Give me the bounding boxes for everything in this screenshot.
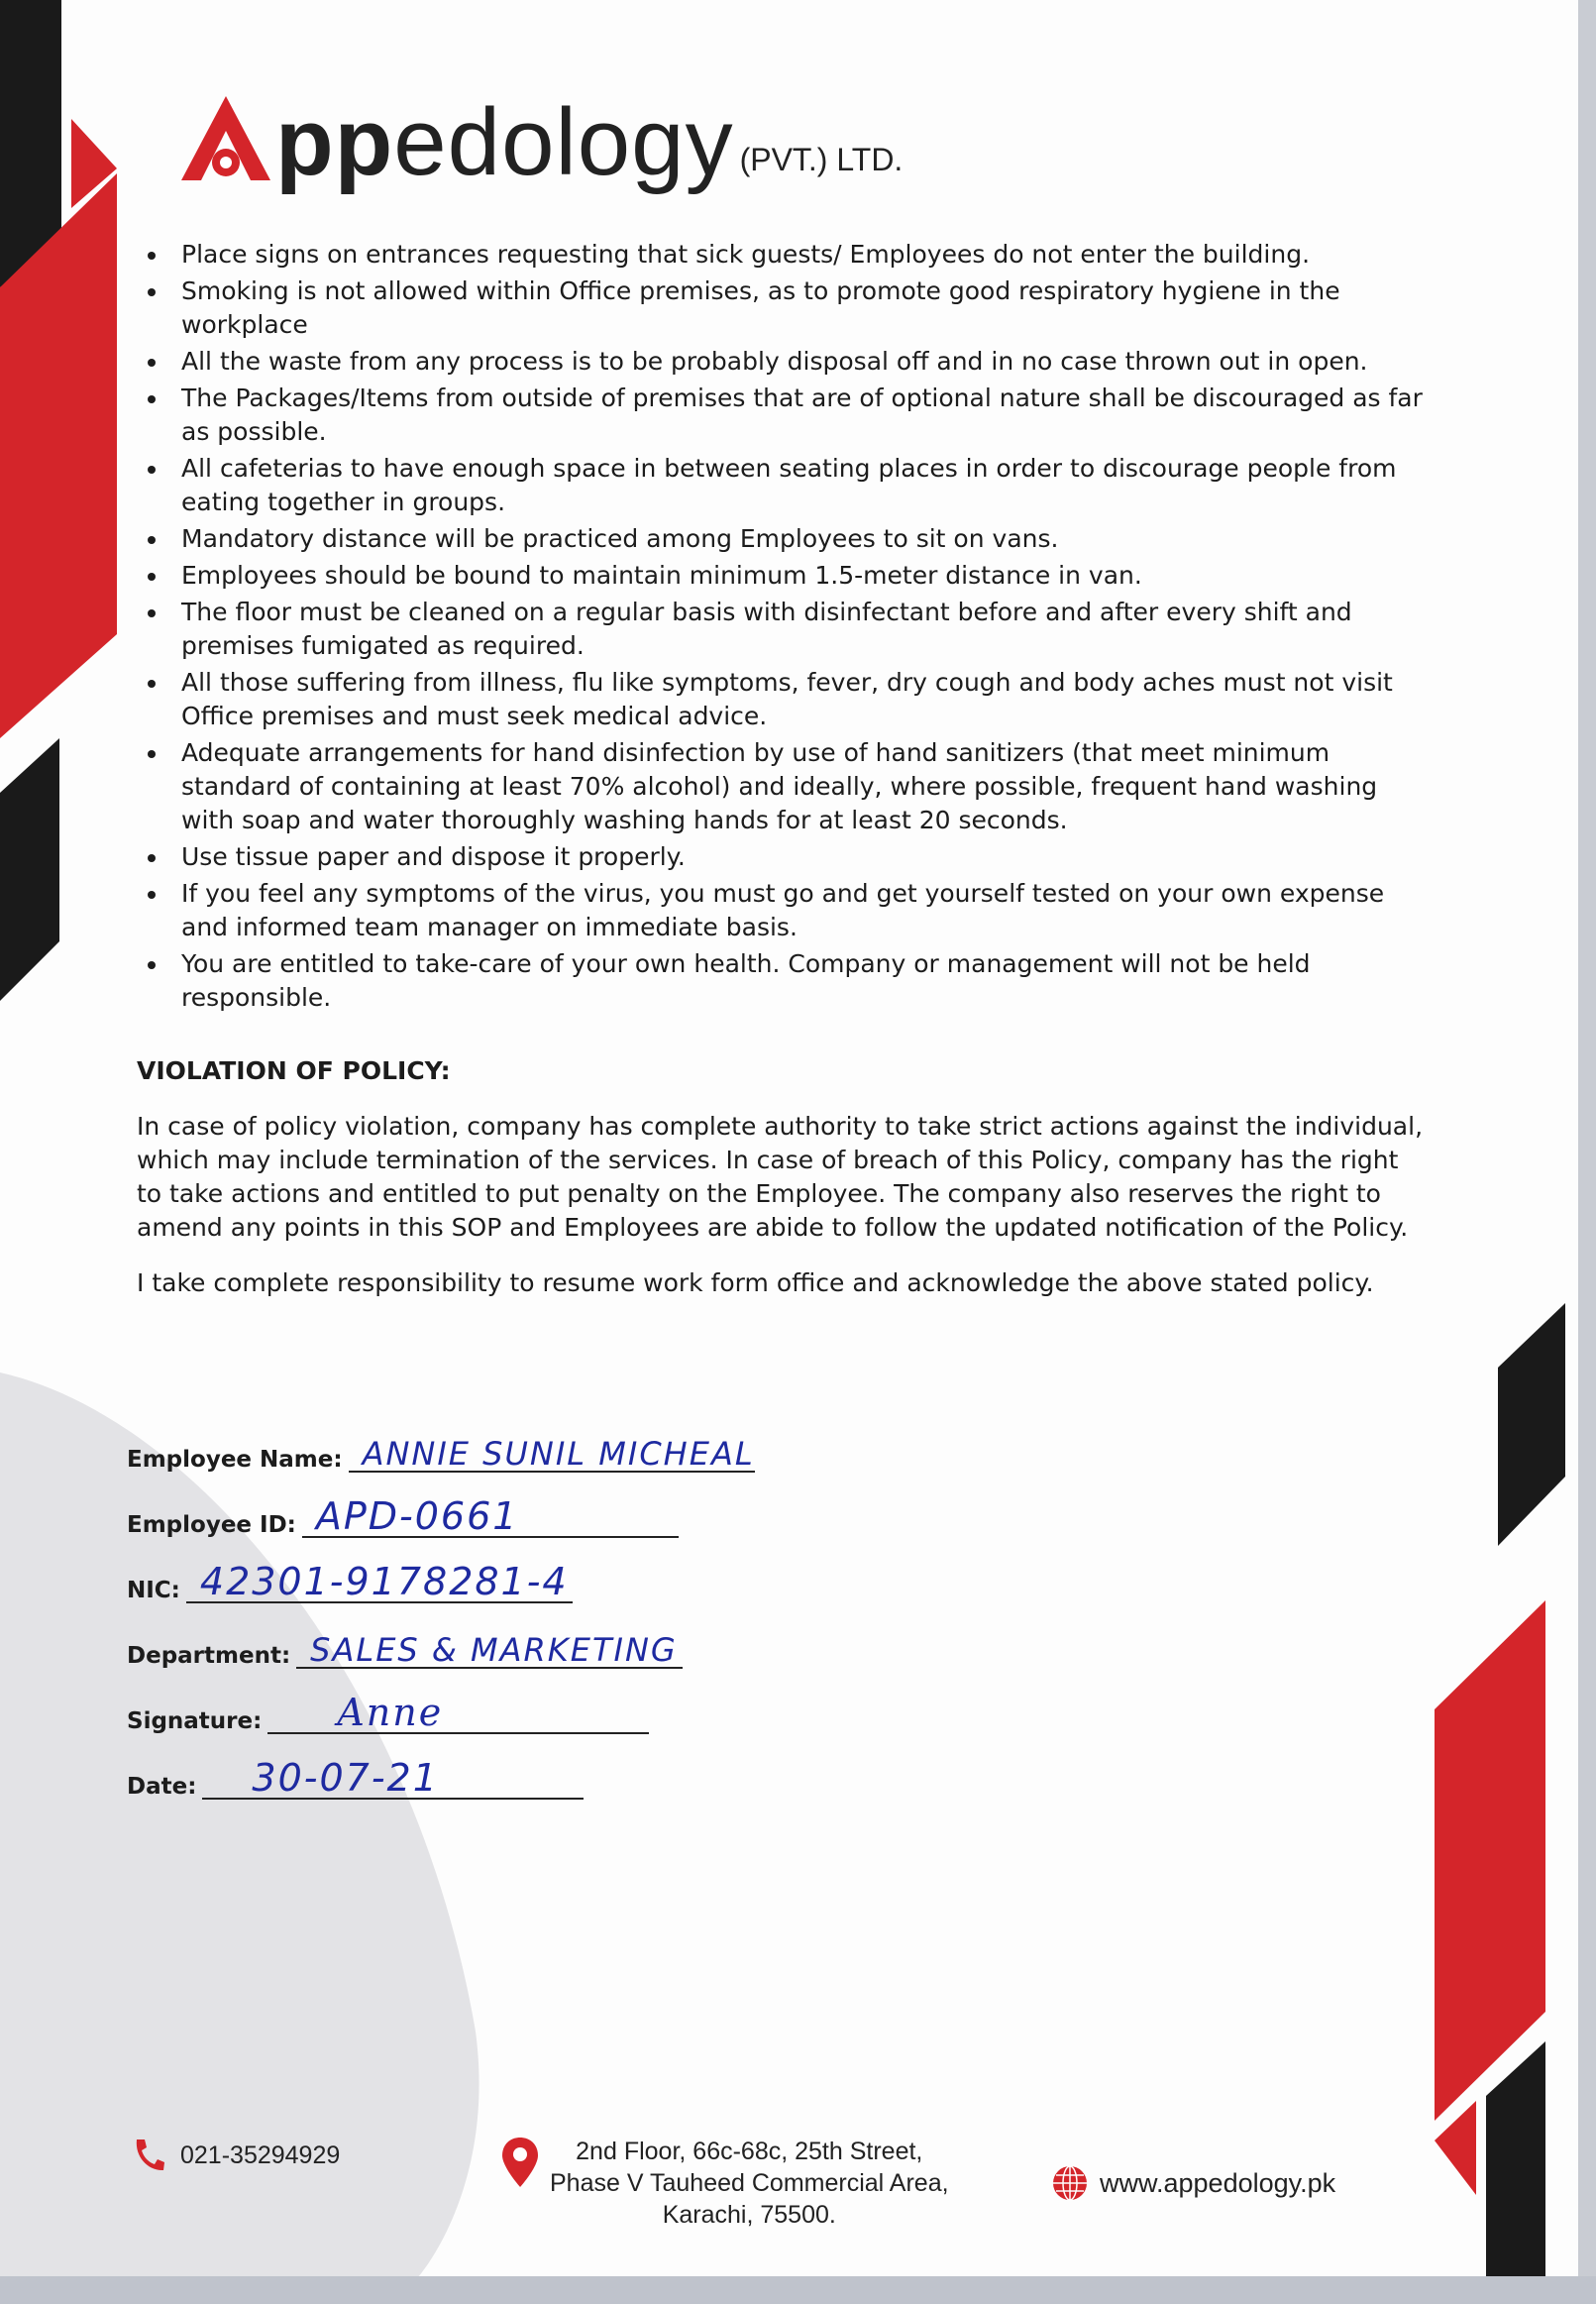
violation-heading: VIOLATION OF POLICY: [137,1056,451,1085]
list-item: The floor must be cleaned on a regular basis with disinfectant before and after every shift and premises fumigated as required. [181,596,1425,663]
employee-form [127,1407,755,1800]
employee-id-field: Employee ID: APD-0661 [127,1473,755,1538]
department-value: SALES & MARKETING [310,1631,678,1669]
footer-address: 2nd Floor, 66c-68c, 25th Street, Phase V Tauheed Commercial Area, Karachi, 75500. [500,2136,949,2231]
list-item: The Packages/Items from outside of premises that are of optional nature shall be discouraged as far as possible. [181,382,1425,449]
logo-a-icon [176,91,275,190]
list-item: Mandatory distance will be practiced among Employees to sit on vans. [181,522,1425,556]
nic-value: 42301-9178281-4 [199,1560,569,1603]
list-item: Place signs on entrances requesting that sick guests/ Employees do not enter the building. [181,238,1425,272]
logo-wordmark: ppedology [275,89,734,195]
footer-phone: 021-35294929 [131,2136,340,2175]
acknowledgement-text: I take complete responsibility to resume work form office and acknowledge the above stated policy. [137,1268,1374,1297]
phone-icon [131,2136,166,2175]
policy-list [137,238,1425,1015]
list-item: All cafeterias to have enough space in between seating places in order to discourage people from eating together in groups. [181,452,1425,519]
list-item: If you feel any symptoms of the virus, you must go and get yourself tested on your own expense and informed team manager on immediate basis. [181,877,1425,944]
list-item: All those suffering from illness, flu like symptoms, fever, dry cough and body aches must not visit Office premises and must seek medical advice. [181,666,1425,733]
signature-value: Anne [337,1691,444,1734]
employee-name-field: Employee Name: ANNIE SUNIL MICHEAL [127,1435,755,1473]
department-field: Department: SALES & MARKETING [127,1603,755,1669]
company-logo [176,89,904,195]
date-field: Date: 30-07-21 [127,1734,755,1800]
list-item: Smoking is not allowed within Office premises, as to promote good respiratory hygiene in the workplace [181,274,1425,342]
list-item: Adequate arrangements for hand disinfection by use of hand sanitizers (that meet minimum standard of containing at least 70% alcohol) and ideally, where possible, frequent hand washing with soap and water thoroughly washing hands for at least 20 seconds. [181,736,1425,837]
globe-icon [1052,2165,1088,2201]
scan-edge-bottom [0,2276,1596,2304]
footer-website [1052,2165,1335,2201]
location-pin-icon [500,2136,540,2190]
list-item: Use tissue paper and dispose it properly. [181,840,1425,874]
website-link[interactable]: www.appedology.pk [1100,2167,1336,2198]
list-item: All the waste from any process is to be probably disposal off and in no case thrown out in open. [181,345,1425,379]
list-item: Employees should be bound to maintain minimum 1.5-meter distance in van. [181,559,1425,593]
nic-field: NIC: 42301-9178281-4 [127,1538,755,1603]
policy-body [137,238,1425,1322]
date-value: 30-07-21 [252,1756,439,1800]
employee-name-value: ANNIE SUNIL MICHEAL [362,1435,755,1473]
list-item: You are entitled to take-care of your own health. Company or management will not be held responsible. [181,947,1425,1015]
signature-field: Signature: Anne [127,1669,755,1734]
violation-paragraph: In case of policy violation, company has complete authority to take strict actions against the individual, which may include termination of the services. In case of breach of this Policy, company has the right to take actions and entitled to put penalty on the Employee. The company also reserves the right to amend any points in this SOP and Employees are abide to follow the updated notification of the Policy. [137,1112,1424,1242]
scan-edge [1578,0,1596,2304]
employee-id-value: APD-0661 [315,1494,519,1538]
logo-suffix: (PVT.) LTD. [739,142,904,177]
